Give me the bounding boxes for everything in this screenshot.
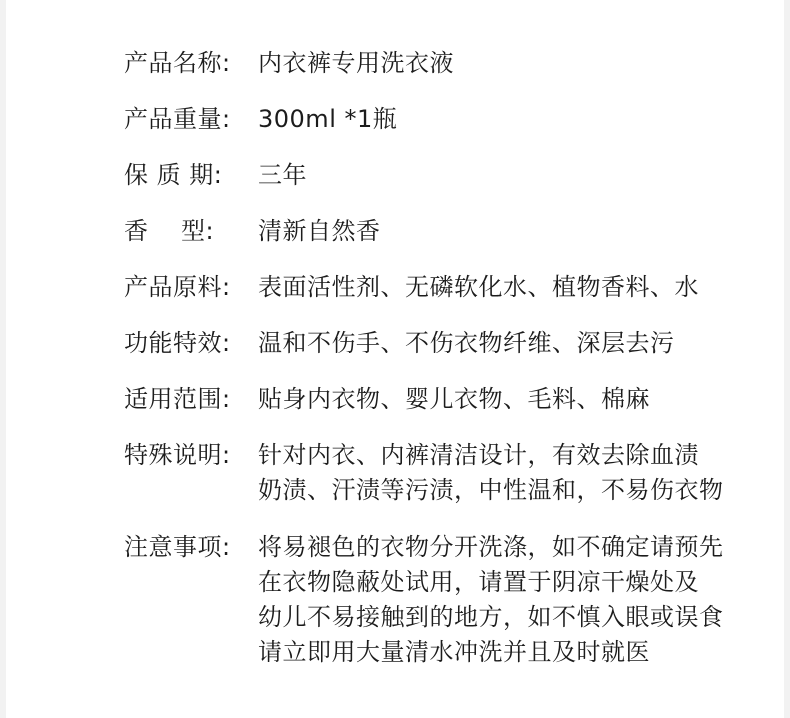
spec-row-precautions — [124, 530, 764, 670]
spec-row-shelf-life — [124, 158, 764, 193]
spec-value-line: 内衣裤专用洗衣液 — [258, 49, 454, 77]
spec-value-line: 奶渍、汗渍等污渍，中性温和，不易伤衣物 — [258, 476, 724, 504]
spec-value — [258, 46, 764, 81]
spec-label: 特殊说明: — [124, 441, 231, 469]
spec-value-line: 将易褪色的衣物分开洗涤，如不确定请预先 — [258, 533, 724, 561]
spec-row-scope — [124, 382, 764, 417]
spec-value-line: 三年 — [258, 161, 307, 189]
spec-label: 产品原料: — [124, 273, 231, 301]
spec-value-line: 在衣物隐蔽处试用，请置于阴凉干燥处及 — [258, 568, 699, 596]
spec-row-ingredients — [124, 270, 764, 305]
spec-value — [258, 102, 764, 137]
spec-row-special-notes — [124, 438, 764, 508]
spec-value — [258, 158, 764, 193]
spec-list — [124, 46, 764, 670]
spec-value-line: 贴身内衣物、婴儿衣物、毛料、棉麻 — [258, 385, 650, 413]
spec-label: 功能特效: — [124, 329, 231, 357]
spec-value — [258, 438, 764, 508]
spec-row-weight — [124, 102, 764, 137]
spec-label: 适用范围: — [124, 385, 231, 413]
spec-label: 产品名称: — [124, 49, 231, 77]
spec-row-product-name — [124, 46, 764, 81]
spec-row-functions — [124, 326, 764, 361]
spec-value — [258, 530, 764, 670]
spec-label: 保 质 期: — [124, 161, 223, 189]
spec-row-fragrance — [124, 214, 764, 249]
spec-value-line: 幼儿不易接触到的地方，如不慎入眼或误食 — [258, 603, 724, 631]
spec-value-line: 温和不伤手、不伤衣物纤维、深层去污 — [258, 329, 675, 357]
spec-value-line: 清新自然香 — [258, 217, 381, 245]
spec-value — [258, 382, 764, 417]
spec-label: 香 型: — [124, 217, 215, 245]
spec-value-line: 针对内衣、内裤清洁设计，有效去除血渍 — [258, 441, 699, 469]
spec-value-line: 300ml *1瓶 — [258, 105, 398, 133]
spec-value-line: 表面活性剂、无磷软化水、植物香料、水 — [258, 273, 699, 301]
spec-label: 产品重量: — [124, 105, 231, 133]
spec-value — [258, 270, 764, 305]
spec-value — [258, 214, 764, 249]
spec-value — [258, 326, 764, 361]
spec-label: 注意事项: — [124, 533, 231, 561]
spec-value-line: 请立即用大量清水冲洗并且及时就医 — [258, 638, 650, 666]
